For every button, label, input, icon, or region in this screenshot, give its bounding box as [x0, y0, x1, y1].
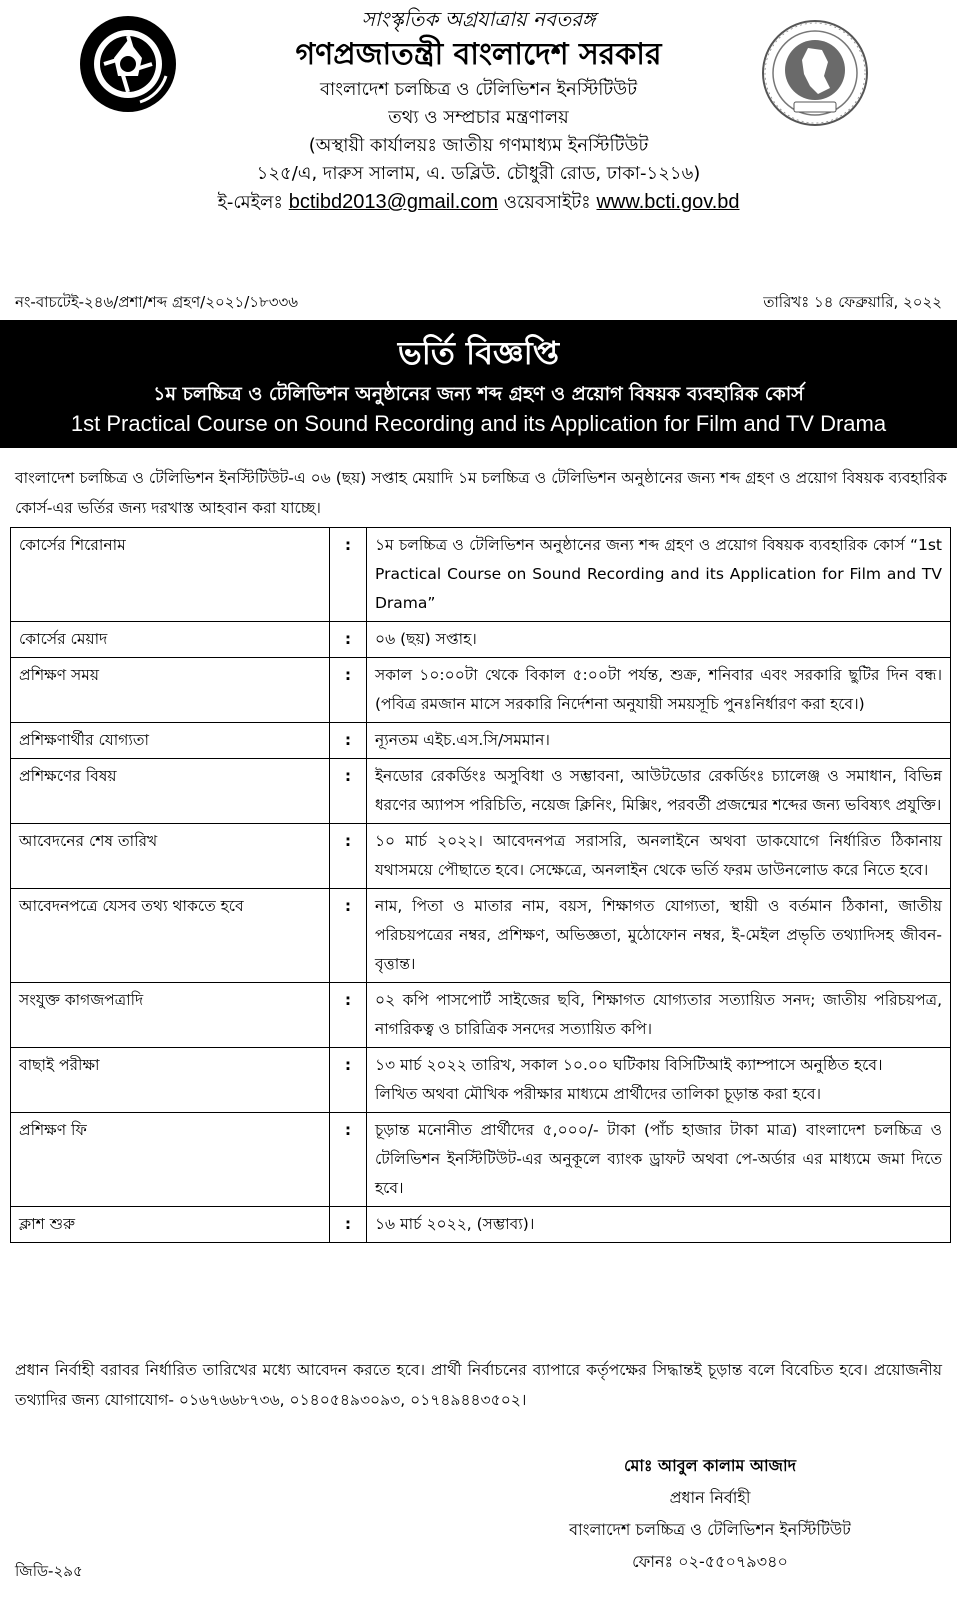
row-label: ক্লাশ শুরু	[11, 1207, 330, 1243]
selection-exam-note: লিখিত অথবা মৌখিক পরীক্ষার মাধ্যমে প্রার্থীদের তালিকা চূড়ান্ত করা হবে।	[375, 1085, 822, 1103]
temporary-office: (অস্থায়ী কার্যালয়ঃ জাতীয় গণমাধ্যম ইনস্টিটিউট	[308, 135, 649, 156]
signatory-organization: বাংলাদেশ চলচ্চিত্র ও টেলিভিশন ইনস্টিটিউট	[569, 1520, 851, 1539]
row-label: আবেদনপত্রে যেসব তথ্য থাকতে হবে	[11, 889, 330, 983]
row-value: ন্যূনতম এইচ.এস.সি/সমমান।	[367, 723, 951, 759]
colon: :	[330, 983, 367, 1048]
notice-title: ভর্তি বিজ্ঞপ্তি	[397, 334, 560, 372]
row-label: সংযুক্ত কাগজপত্রাদি	[11, 983, 330, 1048]
colon: :	[330, 824, 367, 889]
admission-banner	[0, 320, 957, 448]
row-value: সকাল ১০:০০টা থেকে বিকাল ৫:০০টা পর্যন্ত, শুক্র, শনিবার এবং সরকারি ছুটির দিন বন্ধ। (পবিত্র রমজান মাসে সরকারি নির্দেশনা অনুযায়ী সময়সূচি পুনঃনির্ধারণ করা হবে।)	[367, 658, 951, 723]
colon: :	[330, 759, 367, 824]
colon: :	[330, 723, 367, 759]
row-label: আবেদনের শেষ তারিখ	[11, 824, 330, 889]
selection-exam-schedule: ১৩ মার্চ ২০২২ তারিখ, সকাল ১০.০০ ঘটিকায় বিসিটিআই ক্যাম্পাসে অনুষ্ঠিত হবে।	[375, 1056, 883, 1074]
website-link[interactable]: www.bcti.gov.bd	[596, 191, 740, 213]
motto: সাংস্কৃতিক অগ্রযাত্রায় নবতরঙ্গ	[361, 7, 596, 31]
row-value: ০৬ (ছয়) সপ্তাহ।	[367, 622, 951, 658]
table-row	[11, 658, 951, 723]
table-row	[11, 889, 951, 983]
signatory-phone: ফোনঃ ০২-৫৫০৭৯৩৪০	[632, 1552, 788, 1571]
colon: :	[330, 622, 367, 658]
table-row	[11, 1113, 951, 1207]
table-row	[11, 528, 951, 622]
ministry-name: তথ্য ও সম্প্রচার মন্ত্রণালয়	[388, 107, 569, 128]
email-link[interactable]: bctibd2013@gmail.com	[288, 191, 499, 213]
gd-number: জিডি-২৯৫	[15, 1562, 83, 1580]
table-row	[11, 759, 951, 824]
intro-paragraph: বাংলাদেশ চলচ্চিত্র ও টেলিভিশন ইনস্টিটিউট-এ ০৬ (ছয়) সপ্তাহ মেয়াদি ১ম চলচ্চিত্র ও টেলিভিশন অনুষ্ঠানের জন্য শব্দ গ্রহণ ও প্রয়োগ বিষয়ক ব্যবহারিক কোর্স-এর ভর্তির জন্য দরখাস্ত আহবান করা যাচ্ছে।	[15, 469, 947, 517]
email-label: ই-মেইলঃ	[217, 192, 283, 213]
course-details-table	[10, 527, 951, 1243]
footer-paragraph: প্রধান নির্বাহী বরাবর নির্ধারিত তারিখের মধ্যে আবেদন করতে হবে। প্রার্থী নির্বাচনের ব্যাপারে কর্তৃপক্ষের সিদ্ধান্তই চূড়ান্ত বলে বিবেচিত হবে। প্রয়োজনীয় তথ্যাদির জন্য যোগাযোগ- ০১৬৭৬৬৮৭৩৬, ০১৪০৫৪৯৩০৯৩, ০১৭৪৯৪৪৩৫০২।	[15, 1361, 942, 1409]
row-label: প্রশিক্ষণ ফি	[11, 1113, 330, 1207]
website-label: ওয়েবসাইটঃ	[503, 192, 591, 213]
row-value: ১০ মার্চ ২০২২। আবেদনপত্র সরাসরি, অনলাইনে অথবা ডাকযোগে নির্ধারিত ঠিকানায় যথাসময়ে পৌছাতে হবে। সেক্ষেত্রে, অনলাইন থেকে ভর্তি ফরম ডাউনলোড করে নিতে হবে।	[367, 824, 951, 889]
colon: :	[330, 1113, 367, 1207]
row-value: ০২ কপি পাসপোর্ট সাইজের ছবি, শিক্ষাগত যোগ্যতার সত্যায়িত সনদ; জাতীয় পরিচয়পত্র, নাগরিকত্ব ও চারিত্রিক সনদের সত্যায়িত কপি।	[367, 983, 951, 1048]
signature-block	[500, 1450, 920, 1578]
row-value: নাম, পিতা ও মাতার নাম, বয়স, শিক্ষাগত যোগ্যতা, স্থায়ী ও বর্তমান ঠিকানা, জাতীয় পরিচয়পত্রের নম্বর, প্রশিক্ষণ, অভিজ্ঞতা, মুঠোফোন নম্বর, ই-মেইল প্রভৃতি তথ্যাদিসহ জীবন-বৃত্তান্ত।	[367, 889, 951, 983]
row-value: ১৬ মার্চ ২০২২, (সম্ভাব্য)।	[367, 1207, 951, 1243]
header	[0, 6, 957, 217]
row-label: প্রশিক্ষণের বিষয়	[11, 759, 330, 824]
reference-line	[15, 291, 942, 316]
row-label: কোর্সের শিরোনাম	[11, 528, 330, 622]
table-row	[11, 1207, 951, 1243]
colon: :	[330, 1048, 367, 1113]
course-title-en: 1st Practical Course on Sound Recording and its Application for Film and TV Drama	[70, 411, 887, 436]
table-row	[11, 723, 951, 759]
table-row	[11, 824, 951, 889]
signatory-name: মোঃ আবুল কালাম আজাদ	[623, 1456, 797, 1475]
row-label: কোর্সের মেয়াদ	[11, 622, 330, 658]
row-value: ১ম চলচ্চিত্র ও টেলিভিশন অনুষ্ঠানের জন্য শব্দ গ্রহণ ও প্রয়োগ বিষয়ক ব্যবহারিক কোর্স “1st Practical Course on Sound Recording and its Application for Film and TV Drama”	[367, 528, 951, 622]
row-value: চূড়ান্ত মনোনীত প্রার্থীদের ৫,০০০/- টাকা (পাঁচ হাজার টাকা মাত্র) বাংলাদেশ চলচ্চিত্র ও টেলিভিশন ইনস্টিটিউট-এর অনুকূলে ব্যাংক ড্রাফট অথবা পে-অর্ডার এর মাধ্যমে জমা দিতে হবে।	[367, 1113, 951, 1207]
row-label: প্রশিক্ষণ সময়	[11, 658, 330, 723]
colon: :	[330, 658, 367, 723]
contact-line	[0, 188, 957, 217]
table-row	[11, 1048, 951, 1113]
memo-number: নং-বাচটেই-২৪৬/প্রশা/শব্দ গ্রহণ/২০২১/১৮৩৩৬	[15, 293, 298, 311]
table-row	[11, 983, 951, 1048]
course-title-bn: ১ম চলচ্চিত্র ও টেলিভিশন অনুষ্ঠানের জন্য শব্দ গ্রহণ ও প্রয়োগ বিষয়ক ব্যবহারিক কোর্স	[153, 383, 804, 405]
address: ১২৫/এ, দারুস সালাম, এ. ডব্লিউ. চৌধুরী রোড, ঢাকা-১২১৬)	[256, 163, 701, 184]
institute-name: বাংলাদেশ চলচ্চিত্র ও টেলিভিশন ইনস্টিটিউট	[319, 79, 638, 100]
signatory-designation: প্রধান নির্বাহী	[669, 1488, 751, 1507]
government-title: গণপ্রজাতন্ত্রী বাংলাদেশ সরকার	[295, 37, 662, 72]
row-label: প্রশিক্ষণার্থীর যোগ্যতা	[11, 723, 330, 759]
colon: :	[330, 1207, 367, 1243]
colon: :	[330, 528, 367, 622]
table-row	[11, 622, 951, 658]
colon: :	[330, 889, 367, 983]
row-label: বাছাই পরীক্ষা	[11, 1048, 330, 1113]
row-value	[367, 1048, 951, 1113]
row-value: ইনডোর রেকর্ডিংঃ অসুবিধা ও সম্ভাবনা, আউটডোর রেকর্ডিংঃ চ্যালেঞ্জ ও সমাধান, বিভিন্ন ধরণের অ্যাপস পরিচিতি, নয়েজ ক্লিনিং, মিক্সিং, পরবর্তী প্রজন্মের শব্দের জন্য ভবিষ্যৎ প্রযুক্তি।	[367, 759, 951, 824]
memo-date: তারিখঃ ১৪ ফেব্রুয়ারি, ২০২২	[763, 293, 942, 311]
